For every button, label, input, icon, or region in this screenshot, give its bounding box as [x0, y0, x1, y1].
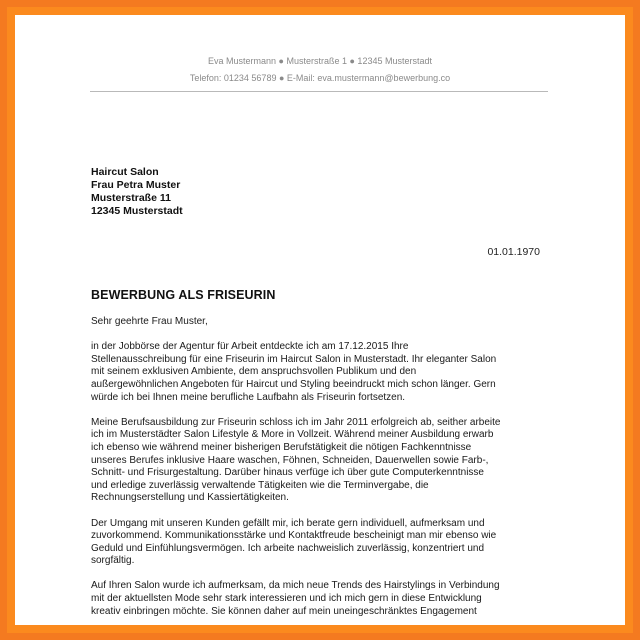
recipient-company: Haircut Salon	[91, 166, 159, 178]
recipient-block	[91, 166, 183, 218]
header-divider	[90, 91, 548, 92]
salutation: Sehr geehrte Frau Muster,	[91, 316, 208, 327]
paragraph-1: in der Jobbörse der Agentur für Arbeit entdeckte ich am 17.12.2015 Ihre Stellenausschreibung für eine Friseurin im Haircut Salon in Musterstadt. Ihr eleganter Salon mit seinem exklusiven Ambiente, dem anspruchsvollen Publikum und den außergewöhnlichen Angeboten für Haircut und Styling beeindruckt mich schon länger. Gern würde ich bei Ihnen meine berufliche Laufbahn als Friseurin fortsetzen.	[91, 341, 497, 403]
sender-address: Eva Mustermann ● Musterstraße 1 ● 12345 Musterstadt	[208, 56, 432, 66]
sender-contact: Telefon: 01234 56789 ● E-Mail: eva.mustermann@bewerbung.co	[189, 73, 451, 83]
paragraph-3: Der Umgang mit unseren Kunden gefällt mir, ich berate gern individuell, aufmerksam und zuvorkommend. Kommunikationsstärke und Kontaktfreude bescheinigt man mir ebenso wie Geduld und Einfühlungsvermögen. Ich arbeite nachweislich zuverlässig, konzentriert und sorgfältig.	[91, 517, 497, 567]
paragraph-2: Meine Berufsausbildung zur Friseurin schloss ich im Jahr 2011 erfolgreich ab, seither arbeite ich im Musterstädter Salon Lifestyle & More in Vollzeit. Während meiner Ausbildung erwarb ich ebenso wie während meiner bisherigen Berufstätigkeit die nötigen Fachkenntnisse unseres Berufes inklusive Haare waschen, Föhnen, Schneiden, Dauerwellen sowie Farb-, Schnitt- und Frisurgestaltung. Darüber hinaus verfüge ich über gute Computerkenntnisse und erledige zuverlässig verwaltende Tätigkeiten wie die Terminvergabe, die Rechnungserstellung und Kassiertätigkeiten.	[91, 416, 501, 504]
letter-body	[91, 316, 551, 625]
recipient-name: Frau Petra Muster	[91, 179, 181, 191]
paragraph-4: Auf Ihren Salon wurde ich aufmerksam, da mich neue Trends des Hairstylings in Verbindung mit der aktuellsten Mode sehr stark interessieren und ich mich gern in diese Entwicklung kreativ einbringen möchte. Sie können daher auf mein uneingeschränktes Engagement	[91, 580, 500, 617]
letter-page	[15, 15, 625, 625]
recipient-street: Musterstraße 11	[91, 192, 171, 204]
letter-subject: BEWERBUNG ALS FRISEURIN	[91, 288, 276, 302]
letter-date: 01.01.1970	[487, 246, 540, 258]
recipient-city: 12345 Musterstadt	[91, 205, 183, 217]
